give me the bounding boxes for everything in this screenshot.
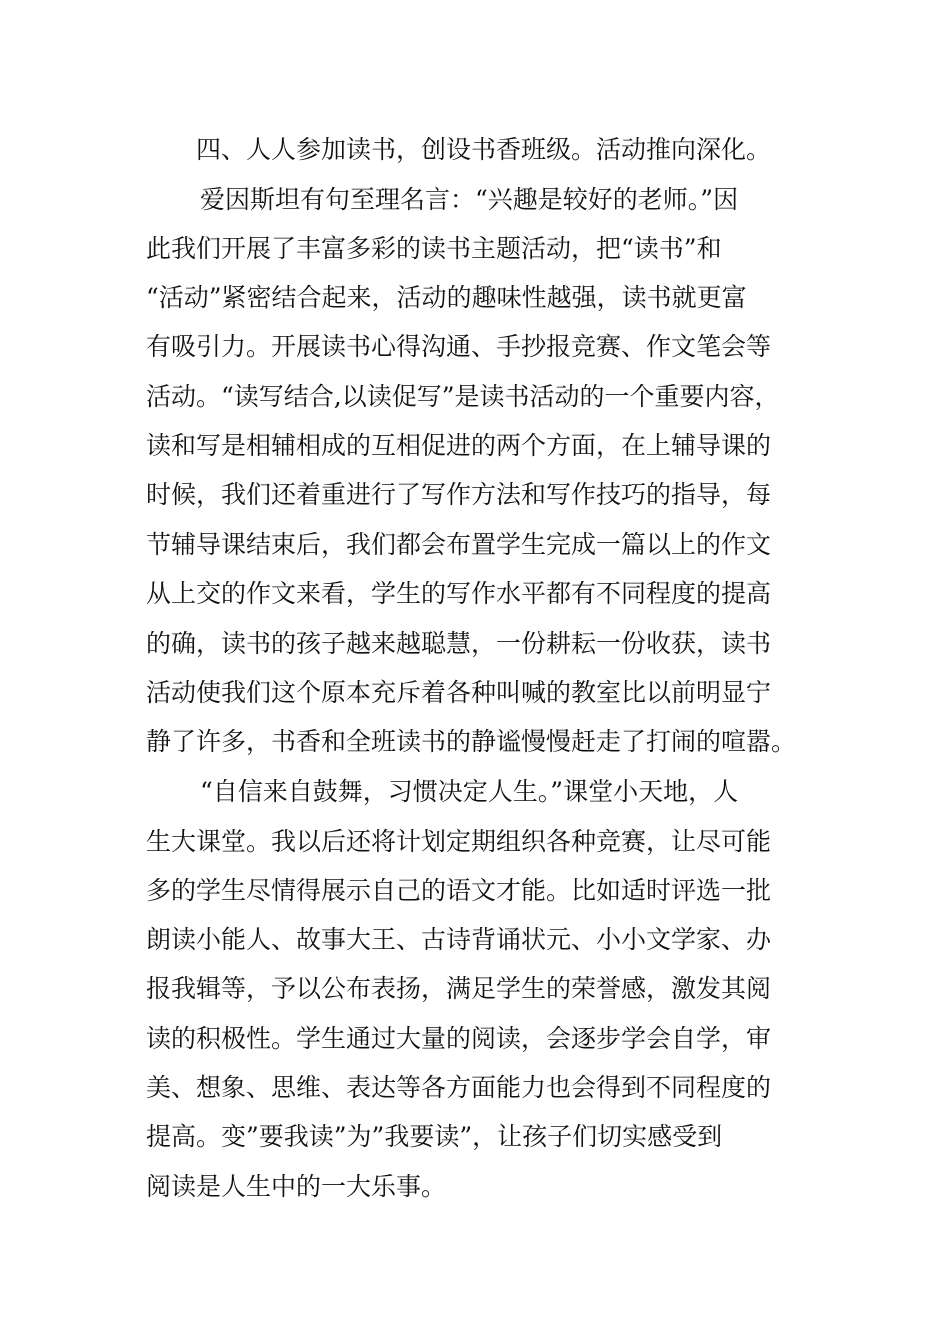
paragraph-line: “自信来自鼓舞，习惯决定人生。”课堂小天地，人 [200, 777, 739, 806]
paragraph-line: 静了许多，书香和全班读书的静谧慢慢赶走了打闹的喧嚣。 [146, 727, 797, 756]
paragraph-line: 提高。变”要我读”为”我要读”，让孩子们切实感受到 [146, 1122, 723, 1151]
paragraph-line: 此我们开展了丰富多彩的读书主题活动，把“读书”和 [146, 234, 722, 263]
paragraph-line: 多的学生尽情得展示自己的语文才能。比如适时评选一批 [146, 876, 772, 905]
paragraph-line: 爱因斯坦有句至理名言：“兴趣是较好的老师。”因 [200, 185, 739, 214]
paragraph-line: 读的积极性。学生通过大量的阅读，会逐步学会自学，审 [146, 1024, 772, 1053]
paragraph-line: 朗读小能人、故事大王、古诗背诵状元、小小文学家、办 [146, 925, 772, 954]
paragraph-line: 报我辑等，予以公布表扬，满足学生的荣誉感，激发其阅 [146, 974, 772, 1003]
paragraph-line: 的确，读书的孩子越来越聪慧，一份耕耘一份收获，读书 [146, 629, 772, 658]
section-heading: 四、人人参加读书，创设书香班级。活动推向深化。 [196, 135, 772, 164]
paragraph-line: “活动”紧密结合起来，活动的趣味性越强，读书就更富 [146, 283, 747, 312]
paragraph-line: 活动。“读写结合,以读促写”是读书活动的一个重要内容， [146, 382, 780, 411]
paragraph-line: 时候，我们还着重进行了写作方法和写作技巧的指导，每 [146, 480, 772, 509]
paragraph-line: 读和写是相辅相成的互相促进的两个方面，在上辅导课的 [146, 431, 772, 460]
paragraph-line: 生大课堂。我以后还将计划定期组织各种竞赛，让尽可能 [146, 827, 772, 856]
paragraph-line: 节辅导课结束后，我们都会布置学生完成一篇以上的作文 [146, 530, 772, 559]
paragraph-line: 活动使我们这个原本充斥着各种叫喊的教室比以前明显宁 [146, 678, 772, 707]
paragraph-line: 从上交的作文来看，学生的写作水平都有不同程度的提高 [146, 579, 772, 608]
paragraph-line: 阅读是人生中的一大乐事。 [146, 1172, 447, 1201]
paragraph-line: 有吸引力。开展读书心得沟通、手抄报竞赛、作文笔会等 [146, 332, 772, 361]
paragraph-line: 美、想象、思维、表达等各方面能力也会得到不同程度的 [146, 1073, 772, 1102]
